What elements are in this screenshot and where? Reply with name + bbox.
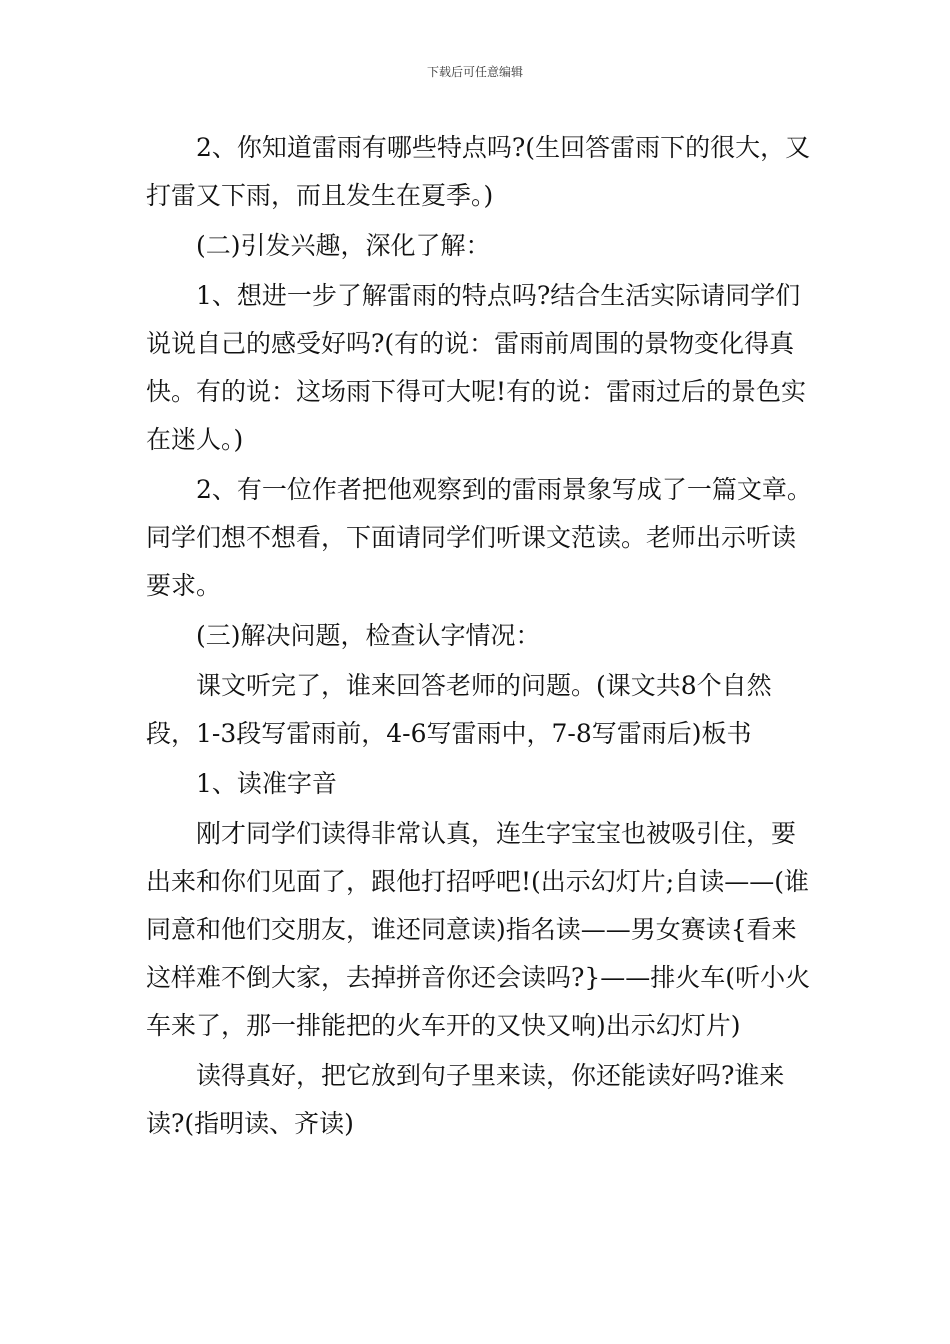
paragraph: 读得真好，把它放到句子里来读，你还能读好吗?谁来读?(指明读、齐读) xyxy=(146,1061,785,1138)
paragraph: 1、想进一步了解雷雨的特点吗?结合生活实际请同学们说说自己的感受好吗?(有的说：雷雨前周围的景物变化得真快。有的说：这场雨下得可大呢!有的说：雷雨过后的景色实在迷人。) xyxy=(146,281,807,454)
paragraph: 刚才同学们读得非常认真，连生字宝宝也被吸引住，要出来和你们见面了，跟他打招呼吧!(出示幻灯片;自读——(谁同意和他们交朋友，谁还同意读)指名读——男女赛读{看来这样难不倒大家，去掉拼音你还会读吗?}——排火车(听小火车来了，那一排能把的火车开的又快又响)出示幻灯片) xyxy=(146,819,811,1040)
subheading: 1、读准字音 xyxy=(196,769,337,798)
section-heading: (二)引发兴趣，深化了解： xyxy=(196,231,491,260)
page-header-note: 下载后可任意编辑 xyxy=(426,65,523,79)
paragraph: 2、你知道雷雨有哪些特点吗?(生回答雷雨下的很大，又打雷又下雨，而且发生在夏季。) xyxy=(146,133,811,210)
section-heading: (三)解决问题，检查认字情况： xyxy=(196,621,541,650)
document-body xyxy=(146,124,816,1150)
paragraph: 2、有一位作者把他观察到的雷雨景象写成了一篇文章。同学们想不想看，下面请同学们听课文范读。老师出示听读要求。 xyxy=(146,475,812,600)
paragraph: 课文听完了，谁来回答老师的问题。(课文共8个自然段，1-3段写雷雨前，4-6写雷雨中，7-8写雷雨后)板书 xyxy=(146,671,772,748)
